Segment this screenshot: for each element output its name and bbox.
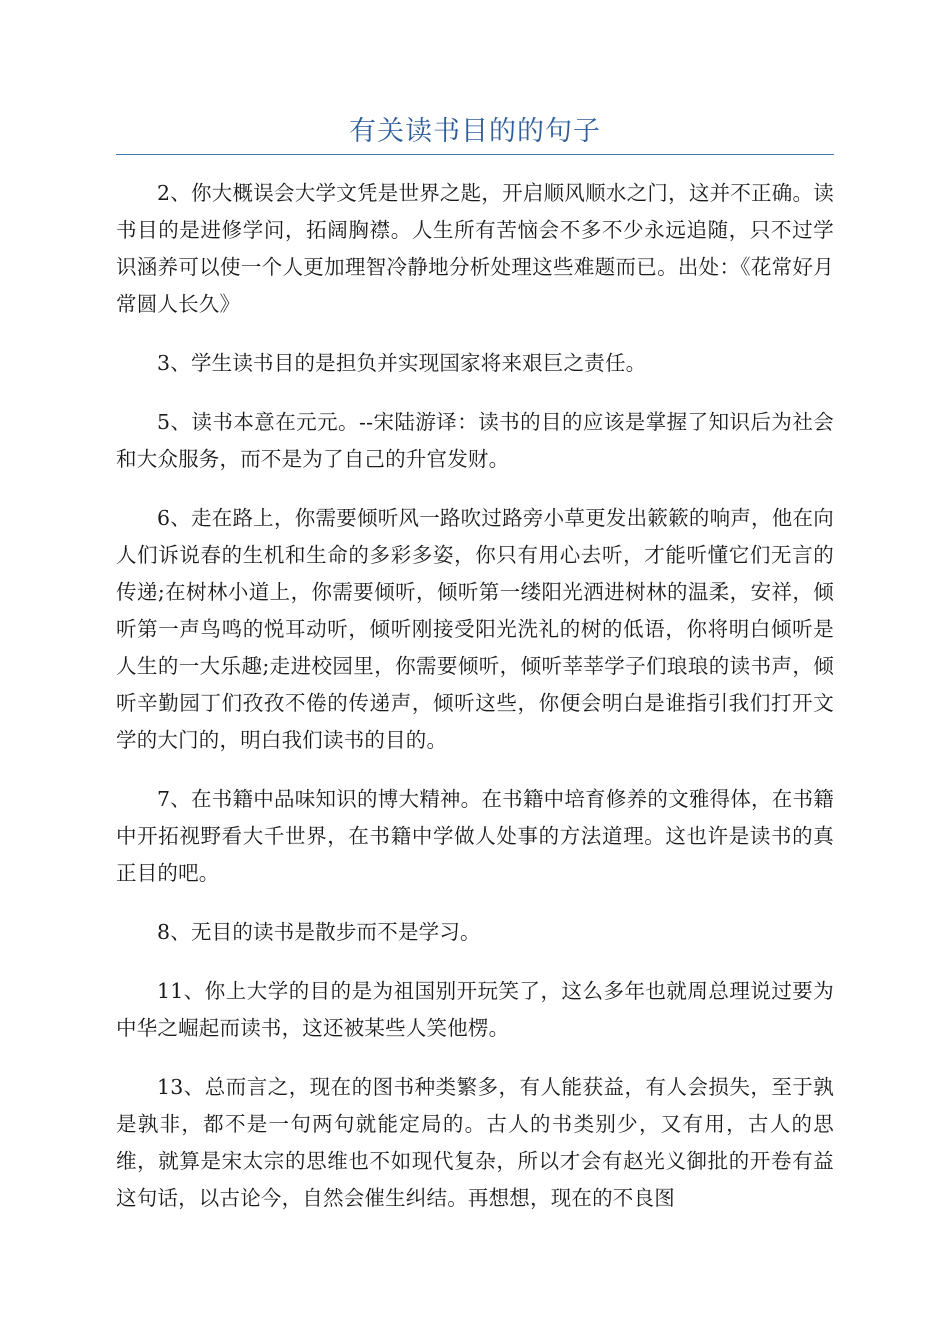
paragraph: 13、总而言之，现在的图书种类繁多，有人能获益，有人会损失，至于孰是孰非，都不是一句两句就能定局的。古人的书类别少，又有用，古人的思维，就算是宋太宗的思维也不如现代复杂，所以才会有赵光义御批的开卷有益这句话，以古论今，自然会催生纠结。再想想，现在的不良图 <box>116 1075 834 1210</box>
paragraph: 7、在书籍中品味知识的博大精神。在书籍中培育修养的文雅得体，在书籍中开拓视野看大千世界，在书籍中学做人处事的方法道理。这也许是读书的真正目的吧。 <box>116 787 834 885</box>
paragraph: 8、无目的读书是散步而不是学习。 <box>157 920 481 944</box>
paragraph: 11、你上大学的目的是为祖国别开玩笑了，这么多年也就周总理说过要为中华之崛起而读书，这还被某些人笑他楞。 <box>116 979 834 1040</box>
paragraph: 5、读书本意在元元。--宋陆游译：读书的目的应该是掌握了知识后为社会和大众服务，而不是为了自己的升官发财。 <box>116 410 834 471</box>
document-title: 有关读书目的的句子 <box>349 116 601 147</box>
paragraph: 3、学生读书目的是担负并实现国家将来艰巨之责任。 <box>157 351 647 375</box>
document-body <box>116 175 834 1239</box>
title-underline <box>116 154 834 155</box>
paragraph: 2、你大概误会大学文凭是世界之匙，开启顺风顺水之门，这并不正确。读书目的是进修学问，拓阔胸襟。人生所有苦恼会不多不少永远追随，只不过学识涵养可以使一个人更加理智冷静地分析处理这些难题而已。出处：《花常好月常圆人长久》 <box>116 181 834 316</box>
paragraph: 6、走在路上，你需要倾听风一路吹过路旁小草更发出簌簌的响声，他在向人们诉说春的生机和生命的多彩多姿，你只有用心去听，才能听懂它们无言的传递;在树林小道上，你需要倾听，倾听第一缕阳光洒进树林的温柔，安祥，倾听第一声鸟鸣的悦耳动听，倾听刚接受阳光洗礼的树的低语，你将明白倾听是人生的一大乐趣;走进校园里，你需要倾听，倾听莘莘学子们琅琅的读书声，倾听辛勤园丁们孜孜不倦的传递声，倾听这些，你便会明白是谁指引我们打开文学的大门的，明白我们读书的目的。 <box>116 506 834 752</box>
